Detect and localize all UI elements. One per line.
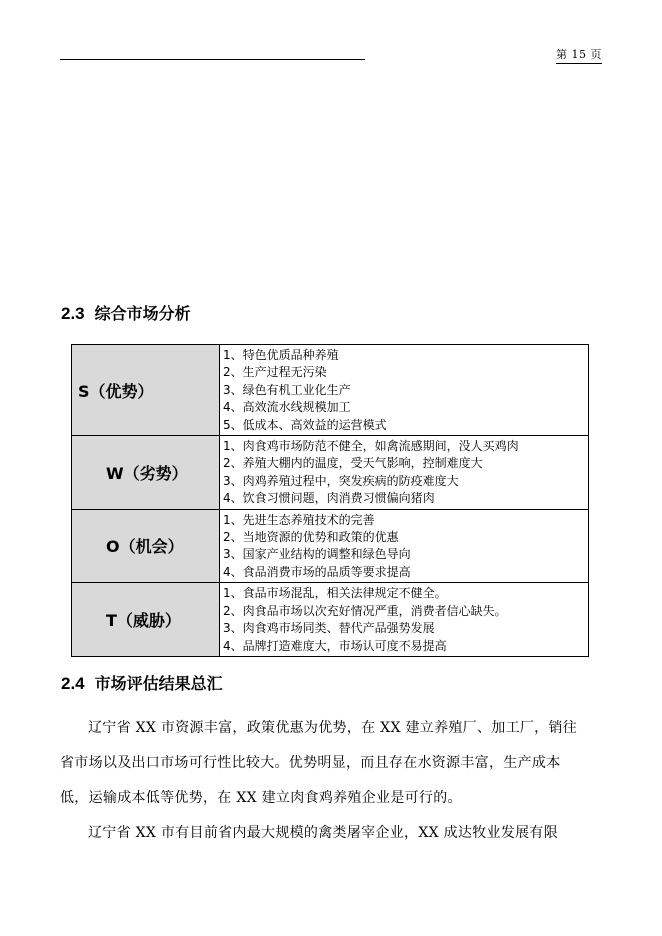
swot-item: 4、高效流水线规模加工	[223, 400, 351, 415]
swot-item: 1、先进生态养殖技术的完善	[223, 512, 375, 527]
page-number: 第 15 页	[556, 46, 602, 64]
swot-items-threats	[220, 583, 589, 657]
swot-items-weaknesses	[220, 436, 589, 510]
section-title: 综合市场分析	[94, 304, 191, 323]
swot-item: 2、养殖大棚内的温度，受天气影响，控制难度大	[223, 456, 483, 471]
swot-item: 1、特色优质品种养殖	[223, 348, 339, 362]
swot-items-strengths	[220, 345, 589, 436]
swot-label-text: W（劣势）	[106, 463, 188, 483]
swot-label-opportunities	[72, 509, 220, 583]
swot-label-threats	[72, 583, 220, 657]
swot-item: 3、绿色有机工业化生产	[223, 382, 351, 397]
header-rule	[60, 59, 365, 60]
paragraph: 辽宁省 XX 市资源丰富，政策优惠为优势，在 XX 建立养殖厂、加工厂，销往省市场以及出口市场可行性比较大。优势明显，而且存在水资源丰富，生产成本低，运输成本低等优势，在 XX 建立肉食鸡养殖企业是可行的。	[60, 720, 578, 806]
swot-item: 4、食品消费市场的品质等要求提高	[223, 564, 411, 579]
section-2-3-heading	[61, 301, 191, 324]
swot-label-strengths	[72, 345, 220, 436]
swot-item: 3、肉鸡养殖过程中，突发疾病的防疫难度大	[223, 473, 459, 488]
swot-items-opportunities	[220, 509, 589, 583]
section-2-4-heading	[61, 671, 223, 694]
swot-label-text: S（优势）	[78, 381, 154, 401]
swot-table	[71, 344, 589, 657]
swot-item: 3、肉食鸡市场同类、替代产品强势发展	[223, 621, 435, 636]
swot-item: 4、品牌打造难度大，市场认可度不易提高	[223, 638, 447, 653]
paragraph: 辽宁省 XX 市有目前省内最大规模的禽类屠宰企业，XX 成达牧业发展有限	[88, 825, 559, 841]
section-number: 2.3	[61, 304, 85, 323]
swot-item: 4、饮食习惯问题，肉消费习惯偏向猪肉	[223, 491, 435, 506]
swot-item: 3、国家产业结构的调整和绿色导向	[223, 547, 411, 562]
swot-item: 1、食品市场混乱，相关法律规定不健全。	[223, 586, 447, 601]
swot-label-text: O（机会）	[106, 537, 184, 557]
swot-row-weaknesses	[72, 436, 589, 510]
section-number: 2.4	[61, 674, 85, 693]
swot-item: 2、肉食品市场以次充好情况严重，消费者信心缺失。	[223, 603, 507, 618]
swot-row-threats	[72, 583, 589, 657]
swot-row-strengths	[72, 345, 589, 436]
swot-item: 2、生产过程无污染	[223, 365, 327, 380]
swot-item: 1、肉食鸡市场防范不健全，如禽流感期间，没人买鸡肉	[223, 439, 519, 454]
section-title: 市场评估结果总汇	[94, 674, 223, 693]
swot-item: 5、低成本、高效益的运营模式	[223, 417, 387, 432]
swot-label-weaknesses	[72, 436, 220, 510]
swot-row-opportunities	[72, 509, 589, 583]
swot-label-text: T（威胁）	[106, 611, 181, 631]
swot-item: 2、当地资源的优势和政策的优惠	[223, 530, 399, 545]
